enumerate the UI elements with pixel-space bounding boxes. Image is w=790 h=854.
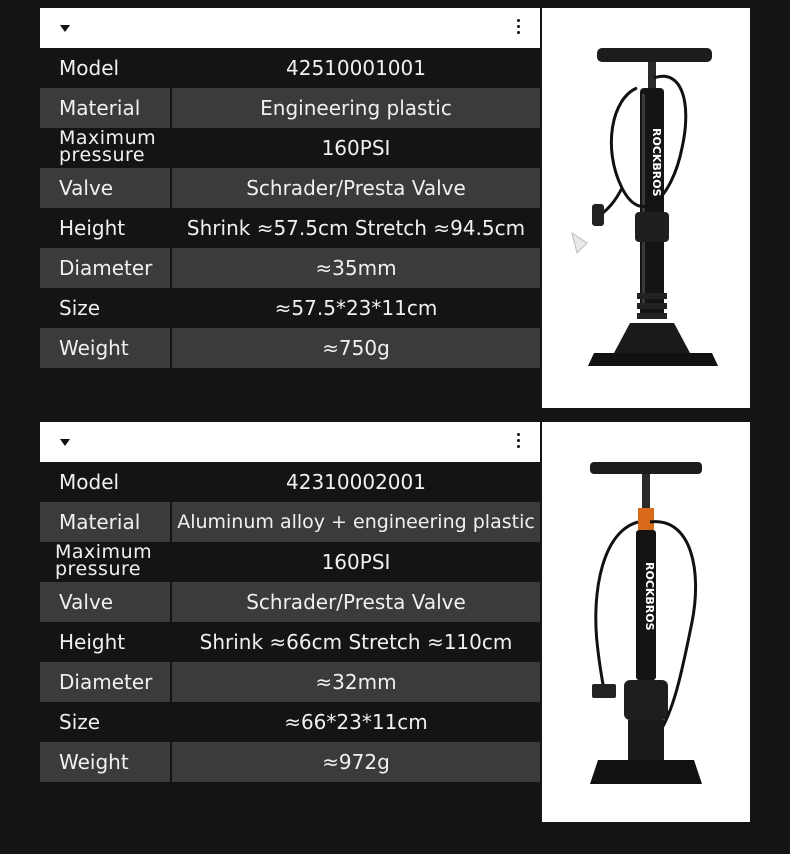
spec-label: Height: [59, 216, 126, 240]
spec-label: Maximum pressure: [55, 541, 153, 580]
spec-label: Material: [40, 502, 170, 542]
spec-row-weight: [40, 742, 540, 782]
spec-header-bar: [40, 8, 540, 48]
spec-row-height: [40, 208, 540, 248]
spec-value: 42310002001: [286, 470, 426, 494]
spec-value: 160PSI: [321, 136, 391, 160]
spec-value: 42510001001: [286, 56, 426, 80]
spec-value: ≈66*23*11cm: [284, 710, 428, 734]
spec-header-bar: [40, 422, 540, 462]
spec-value: ≈35mm: [172, 248, 540, 288]
spec-row-material: [40, 88, 540, 128]
spec-table: [40, 48, 540, 368]
spec-label: Maximum pressure: [59, 127, 157, 166]
spec-label: Material: [40, 88, 170, 128]
caret-down-icon[interactable]: [60, 25, 70, 32]
spec-table: [40, 462, 540, 782]
spec-label: Model: [59, 56, 120, 80]
spec-label: Size: [59, 296, 101, 320]
spec-row-material: [40, 502, 540, 542]
spec-row-model: [40, 48, 540, 88]
brand-text: ROCKBROS: [643, 562, 656, 631]
spec-label: Weight: [40, 742, 170, 782]
spec-label: Diameter: [40, 662, 170, 702]
spec-row-height: [40, 622, 540, 662]
spec-value: Shrink ≈57.5cm Stretch ≈94.5cm: [186, 216, 526, 240]
spec-value: ≈972g: [172, 742, 540, 782]
caret-down-icon[interactable]: [60, 439, 70, 446]
spec-value: ≈750g: [172, 328, 540, 368]
more-vertical-icon[interactable]: [514, 433, 522, 451]
spec-value: Shrink ≈66cm Stretch ≈110cm: [199, 630, 513, 654]
spec-row-weight: [40, 328, 540, 368]
spec-row-maximum-pressure: [40, 542, 540, 582]
spec-row-valve: [40, 168, 540, 208]
spec-row-maximum-pressure: [40, 128, 540, 168]
spec-label: Weight: [40, 328, 170, 368]
spec-row-valve: [40, 582, 540, 622]
spec-row-diameter: [40, 662, 540, 702]
spec-label: Valve: [40, 168, 170, 208]
product-photo-floor-pump: [542, 8, 750, 408]
floor-pump-illustration: [542, 422, 750, 822]
spec-value: ≈32mm: [172, 662, 540, 702]
spec-label: Model: [59, 470, 120, 494]
spec-value: Schrader/Presta Valve: [172, 582, 540, 622]
brand-text: ROCKBROS: [650, 128, 663, 197]
spec-value: Aluminum alloy + engineering plastic: [172, 502, 540, 542]
spec-row-diameter: [40, 248, 540, 288]
spec-label: Size: [59, 710, 101, 734]
spec-label: Height: [59, 630, 126, 654]
product-photo-floor-pump: [542, 422, 750, 822]
spec-row-size: [40, 702, 540, 742]
spec-row-model: [40, 462, 540, 502]
spec-label: Valve: [40, 582, 170, 622]
spec-value: Schrader/Presta Valve: [172, 168, 540, 208]
more-vertical-icon[interactable]: [514, 19, 522, 37]
spec-row-size: [40, 288, 540, 328]
spec-value: Engineering plastic: [172, 88, 540, 128]
floor-pump-illustration: [542, 8, 750, 408]
spec-value: 160PSI: [321, 550, 391, 574]
spec-label: Diameter: [40, 248, 170, 288]
spec-value: ≈57.5*23*11cm: [274, 296, 438, 320]
